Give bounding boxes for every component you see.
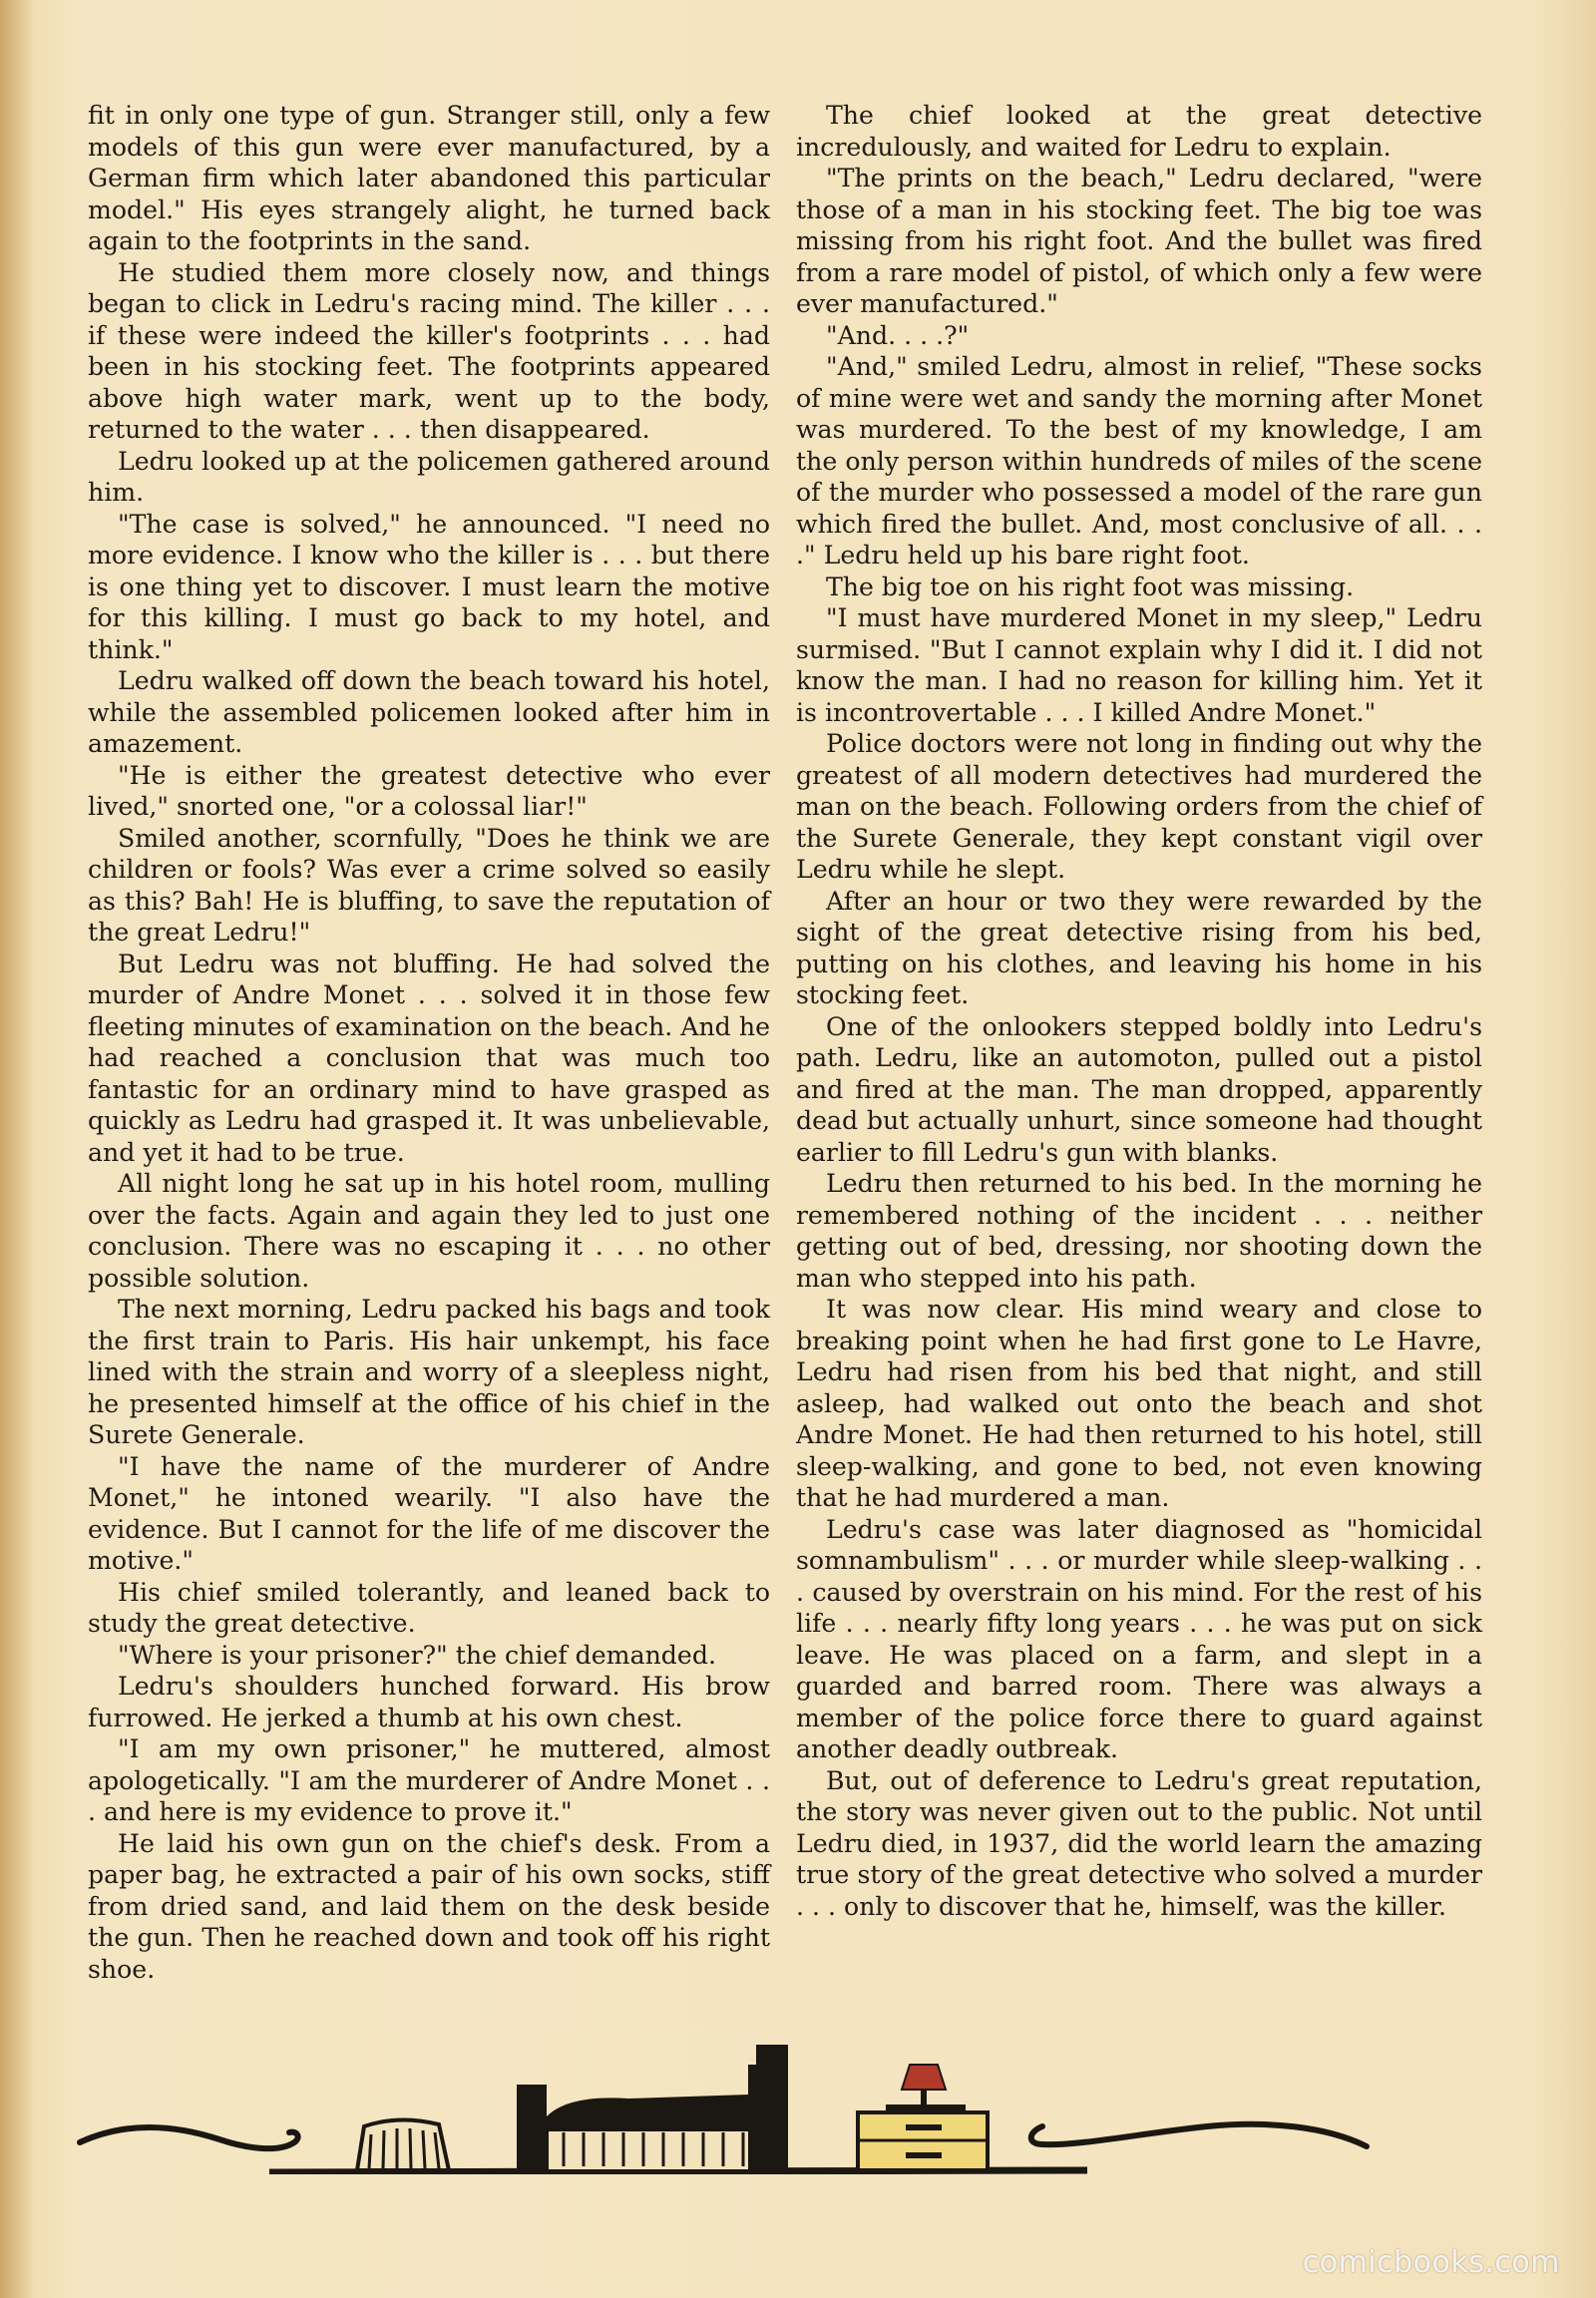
paragraph: He laid his own gun on the chief's desk. From a paper bag, he extracted a pair of his own socks, stiff from dried sand, and laid them on the desk beside the gun. Then he reached down and took off his right shoe. bbox=[88, 1828, 770, 1984]
paragraph: "And. . . .?" bbox=[826, 320, 970, 350]
paragraph: The big toe on his right foot was missing. bbox=[826, 572, 1355, 601]
paragraph: The next morning, Ledru packed his bags and took the first train to Paris. His hair unkempt, his face lined with the strain and worry of a sleepless night, he presented himself at the office of his chief in the Surete Generale. bbox=[88, 1295, 770, 1449]
paragraph: All night long he sat up in his hotel room, mulling over the facts. Again and again they led to just one conclusion. There was no escaping it . . . no other possible solution. bbox=[88, 1169, 770, 1293]
article-left-column bbox=[88, 100, 770, 1985]
paragraph: It was now clear. His mind weary and close to breaking point when he had first gone to Le Havre, Ledru had risen from his bed that night, and still asleep, had walked out onto the beach and shot Andre Monet. He had then returned to his hotel, still sleep-walking, and gone to bed, not even knowing that he had murdered a man. bbox=[796, 1295, 1482, 1512]
paragraph: After an hour or two they were rewarded by the sight of the great detective rising from his bed, putting on his clothes, and leaving his home in his stocking feet. bbox=[796, 886, 1482, 1009]
paragraph: "I have the name of the murderer of Andre Monet," he intoned wearily. "I also have the evidence. But I cannot for the life of me discover the motive." bbox=[88, 1451, 770, 1575]
paragraph: "And," smiled Ledru, almost in relief, "These socks of mine were wet and sandy the morning after Monet was murdered. To the best of my knowledge, I am the only person within hundreds of miles of the scene of the murder who possessed a model of the rare gun which fired the bullet. And, most conclusive of all. . . ." Ledru held up his bare right foot. bbox=[796, 352, 1482, 570]
paragraph: "He is either the greatest detective who ever lived," snorted one, "or a colossal liar!" bbox=[88, 760, 770, 821]
paragraph: "Where is your prisoner?" the chief demanded. bbox=[118, 1640, 716, 1670]
bed-icon bbox=[517, 2045, 788, 2172]
paragraph: Ledru then returned to his bed. In the morning he remembered nothing of the incident . . . neither getting out of bed, dressing, nor shooting down the man who stepped into his path. bbox=[796, 1169, 1482, 1293]
bedroom-silhouette-illustration bbox=[70, 2035, 1466, 2174]
paragraph: But Ledru was not bluffing. He had solved the murder of Andre Monet . . . solved it in those few fleeting minutes of examination on the beach. And he had reached a conclusion that was much too fantastic for an ordinary mind to have grasped as quickly as Ledru had grasped it. It was unbelievable, and yet it had to be true. bbox=[88, 949, 770, 1167]
paragraph: "I am my own prisoner," he muttered, almost apologetically. "I am the murderer of Andre Monet . . . and here is my evidence to prove it." bbox=[88, 1734, 770, 1826]
paragraph: The chief looked at the great detective incredulously, and waited for Ledru to explain. bbox=[796, 101, 1482, 162]
paragraph: His chief smiled tolerantly, and leaned back to study the great detective. bbox=[88, 1577, 770, 1638]
paragraph: fit in only one type of gun. Stranger still, only a few models of this gun were ever manufactured, by a German firm which later abandoned this particular model." His eyes strangely alight, he turned back again to the footprints in the sand. bbox=[88, 101, 770, 255]
paragraph: He studied them more closely now, and things began to click in Ledru's racing mind. The killer . . . if these were indeed the killer's footprints . . . had been in his stocking feet. The footprints appeared above high water mark, went up to the body, returned to the water . . . then disappeared. bbox=[88, 257, 770, 444]
paragraph: Smiled another, scornfully, "Does he think we are children or fools? Was ever a crime solved so easily as this? Bah! He is bluffing, to save the reputation of the great Ledru!" bbox=[88, 823, 770, 947]
paragraph: One of the onlookers stepped boldly into Ledru's path. Ledru, like an automoton, pulled out a pistol and fired at the man. The man dropped, apparently dead but actually unhurt, since someone had thought earlier to fill Ledru's gun with blanks. bbox=[796, 1011, 1482, 1167]
right-flourish-line bbox=[1031, 2124, 1367, 2146]
paragraph: "The case is solved," he announced. "I need no more evidence. I know who the killer is . . . but there is one thing yet to discover. I must learn the motive for this killing. I must go back to my hotel, and think." bbox=[88, 509, 770, 664]
paragraph: "The prints on the beach," Ledru declared, "were those of a man in his stocking feet. The big toe was missing from his right foot. And the bullet was fired from a rare model of pistol, of which only a few were ever manufactured." bbox=[796, 164, 1482, 318]
stool-icon bbox=[357, 2119, 449, 2170]
paragraph: Ledru's case was later diagnosed as "homicidal somnambulism" . . . or murder while sleep-walking . . . caused by overstrain on his mind. For the rest of his life . . . nearly fifty long years . . . he was put on sick leave. He was placed on a farm, and slept in a guarded and barred room. There was always a member of the police force there to guard against another deadly outbreak. bbox=[796, 1514, 1482, 1763]
left-flourish-line bbox=[80, 2127, 298, 2148]
article-right-column bbox=[796, 100, 1482, 1922]
paragraph: Ledru looked up at the policemen gathered around him. bbox=[88, 446, 770, 507]
paragraph: Ledru's shoulders hunched forward. His brow furrowed. He jerked a thumb at his own chest. bbox=[88, 1672, 770, 1732]
page-spine-edge bbox=[0, 0, 34, 2298]
watermark-text: comicbooks.com bbox=[1302, 2245, 1560, 2280]
nightstand-lamp-icon bbox=[858, 2065, 988, 2170]
paragraph: But, out of deference to Ledru's great reputation, the story was never given out to the public. Not until Ledru died, in 1937, did the world learn the amazing true story of the great detective who solved a murder . . . only to discover that he, himself, was the killer. bbox=[796, 1765, 1482, 1921]
paragraph: Police doctors were not long in finding out why the greatest of all modern detectives had murdered the man on the beach. Following orders from the chief of the Surete Generale, they kept constant vigil over Ledru while he slept. bbox=[796, 729, 1482, 884]
paragraph: "I must have murdered Monet in my sleep," Ledru surmised. "But I cannot explain why I did it. I did not know the man. I had no reason for killing him. Yet it is incontrovertable . . . I killed Andre Monet." bbox=[796, 603, 1482, 727]
paragraph: Ledru walked off down the beach toward his hotel, while the assembled policemen looked after him in amazement. bbox=[88, 666, 770, 758]
